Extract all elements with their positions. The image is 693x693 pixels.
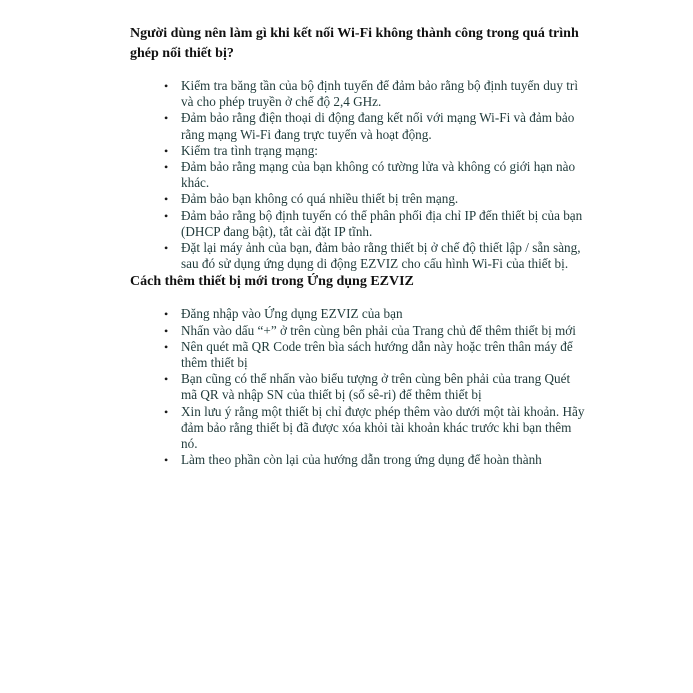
list-item-text: Kiểm tra băng tần của bộ định tuyến để đảm bảo rằng bộ định tuyến duy trì và cho phép truyền ở chế độ 2,4 GHz.: [181, 78, 578, 110]
list-item-text: Đảm bảo rằng mạng của bạn không có tường lửa và không có giới hạn nào khác.: [181, 159, 576, 191]
list-item: [164, 191, 585, 207]
list-item-text: Bạn cũng có thể nhấn vào biểu tượng ở trên cùng bên phải của trang Quét mã QR và nhập SN của thiết bị (số sê-ri) để thêm thiết bị: [181, 371, 571, 403]
list-item: [164, 142, 585, 159]
bullet-icon: •: [164, 192, 169, 207]
section1-list: [130, 78, 585, 272]
list-item-text: Đặt lại máy ảnh của bạn, đảm bảo rằng thiết bị ở chế độ thiết lập / sẵn sàng, sau đó sử dụng ứng dụng di động EZVIZ cho cấu hình Wi-Fi của thiết bị.: [181, 240, 581, 272]
bullet-icon: •: [164, 111, 169, 126]
section2-heading: Cách thêm thiết bị mới trong Ứng dụng EZVIZ: [130, 274, 414, 290]
bullet-icon: •: [164, 307, 169, 322]
list-item: [164, 306, 585, 322]
bullet-icon: •: [164, 372, 169, 387]
list-item: [164, 207, 585, 240]
list-item-text: Kiểm tra tình trạng mạng:: [181, 142, 318, 158]
list-item: [164, 403, 585, 453]
list-item: [164, 338, 585, 371]
document-page: [130, 24, 585, 468]
list-item-text: Đăng nhập vào Ứng dụng EZVIZ của bạn: [181, 306, 403, 322]
bullet-icon: •: [164, 404, 169, 419]
bullet-icon: •: [164, 143, 169, 158]
list-item-text: Làm theo phần còn lại của hướng dẫn trong ứng dụng để hoàn thành: [181, 452, 542, 468]
list-item: [164, 159, 585, 191]
bullet-icon: •: [164, 241, 169, 256]
bullet-icon: •: [164, 339, 169, 354]
list-item-text: Đảm bảo rằng điện thoại di động đang kết nối với mạng Wi-Fi và đảm bảo rằng mạng Wi-Fi đang trực tuyến và hoạt động.: [181, 110, 575, 142]
list-item: [164, 240, 585, 272]
list-item: [164, 371, 585, 403]
bullet-icon: •: [164, 208, 169, 223]
list-item: [164, 322, 585, 339]
section2-list: [130, 306, 585, 468]
bullet-icon: •: [164, 79, 169, 93]
bullet-icon: •: [164, 323, 169, 338]
bullet-icon: •: [164, 453, 169, 468]
list-item-text: Nên quét mã QR Code trên bìa sách hướng dẫn này hoặc trên thân máy để thêm thiết bị: [181, 338, 573, 371]
section1-heading: Người dùng nên làm gì khi kết nối Wi-Fi không thành công trong quá trình ghép nối thiết bị?: [130, 26, 579, 61]
list-item-text: Đảm bảo rằng bộ định tuyến có thể phân phối địa chỉ IP đến thiết bị của bạn (DHCP đang bật), tắt cài đặt IP tĩnh.: [181, 207, 583, 239]
list-item: [164, 78, 585, 110]
bullet-icon: •: [164, 160, 169, 175]
list-item-text: Xin lưu ý rằng một thiết bị chỉ được phép thêm vào dưới một tài khoản. Hãy đảm bảo rằng thiết bị đã được xóa khỏi tài khoản khác trước khi bạn thêm nó.: [181, 403, 585, 452]
list-item-text: Nhấn vào dấu “+” ở trên cùng bên phải của Trang chủ để thêm thiết bị mới: [181, 322, 576, 338]
list-item-text: Đảm bảo bạn không có quá nhiều thiết bị trên mạng.: [181, 191, 459, 207]
list-item: [164, 452, 585, 468]
list-item: [164, 110, 585, 142]
